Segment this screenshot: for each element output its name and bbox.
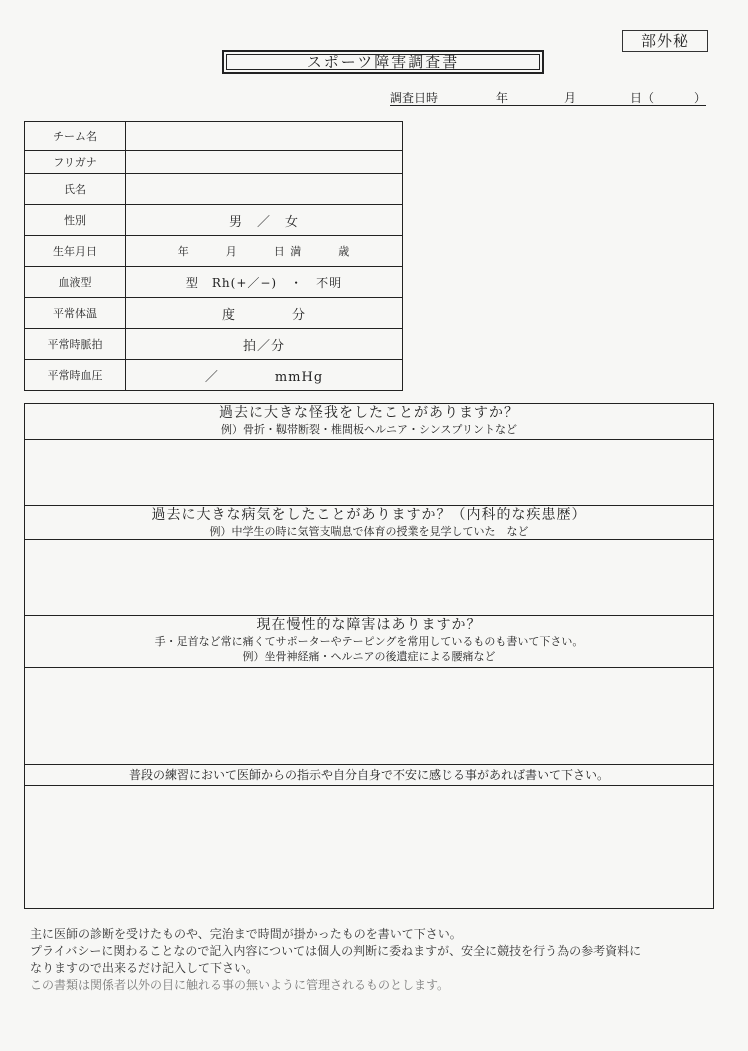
birth-label: 生年月日 (25, 236, 126, 267)
confidential-stamp: 部外秘 (622, 30, 708, 52)
gender-field[interactable]: 男 ／ 女 (126, 205, 403, 236)
blood-row (25, 267, 403, 298)
blood-field[interactable]: 型 Rh(+／−) ・ 不明 (126, 267, 403, 298)
illness-history-section (24, 505, 714, 616)
name-row (25, 174, 403, 205)
name-field[interactable] (126, 174, 403, 205)
practice-concerns-header (25, 765, 713, 786)
pulse-field[interactable]: 拍／分 (126, 329, 403, 360)
gender-row (25, 205, 403, 236)
practice-concerns-section (24, 764, 714, 909)
furigana-field[interactable] (126, 151, 403, 174)
note-line-4: この書類は関係者以外の目に触れる事の無いように管理されるものとします。 (30, 978, 450, 992)
profile-table (24, 121, 403, 391)
notes (30, 926, 720, 994)
team-row (25, 122, 403, 151)
chronic-condition-note: 手・足首など常に痛くてサポーターやテーピングを常用しているものも書いて下さい。 (154, 635, 584, 648)
note-line-2: プライバシーに関わることなので記入内容については個人の判断に委ねますが、安全に競技を行う為の参考資料に (30, 944, 642, 958)
date-close: ） (694, 91, 707, 105)
injury-history-answer[interactable] (25, 440, 713, 506)
chronic-condition-section (24, 615, 714, 765)
date-year: 年 (496, 91, 509, 105)
date-day: 日（ (630, 91, 655, 105)
furigana-row (25, 151, 403, 174)
note-line-1: 主に医師の診断を受けたものや、完治まで時間が掛かったものを書いて下さい。 (30, 927, 462, 941)
illness-history-answer[interactable] (25, 540, 713, 616)
team-field[interactable] (126, 122, 403, 151)
bp-field[interactable]: ／ mmHg (126, 360, 403, 391)
survey-date-line (390, 89, 706, 106)
pulse-label: 平常時脈拍 (25, 329, 126, 360)
temp-label: 平常体温 (25, 298, 126, 329)
date-month: 月 (564, 91, 577, 105)
injury-history-title: 過去に大きな怪我をしたことがありますか？ (219, 405, 519, 421)
chronic-condition-title: 現在慢性的な障害はありますか？ (256, 617, 482, 633)
injury-history-section (24, 403, 714, 506)
temp-field[interactable]: 度 分 (126, 298, 403, 329)
chronic-condition-answer[interactable] (25, 668, 713, 765)
name-label: 氏名 (25, 174, 126, 205)
bp-label: 平常時血圧 (25, 360, 126, 391)
injury-history-header (25, 404, 713, 440)
birth-row (25, 236, 403, 267)
practice-concerns-title: 普段の練習において医師からの指示や自分自身で不安に感じる事があれば書いて下さい。 (128, 768, 609, 782)
date-label: 調査日時 (390, 91, 439, 105)
furigana-label: フリガナ (25, 151, 126, 174)
pulse-row (25, 329, 403, 360)
illness-history-title: 過去に大きな病気をしたことがありますか？（内科的な疾患歴） (151, 507, 587, 523)
illness-history-example: 例）中学生の時に気管支喘息で体育の授業を見学していた など (209, 525, 529, 538)
note-line-3: なりますので出来るだけ記入して下さい。 (30, 961, 259, 975)
gender-label: 性別 (25, 205, 126, 236)
temp-row (25, 298, 403, 329)
chronic-condition-example: 例）坐骨神経痛・ヘルニアの後遺症による腰痛など (242, 650, 496, 663)
practice-concerns-answer[interactable] (25, 786, 713, 908)
form-title: スポーツ障害調査書 (222, 50, 544, 74)
bp-row (25, 360, 403, 391)
team-label: チーム名 (25, 122, 126, 151)
blood-label: 血液型 (25, 267, 126, 298)
illness-history-header (25, 506, 713, 540)
injury-history-example: 例）骨折・靱帯断裂・椎間板ヘルニア・シンスプリントなど (221, 423, 517, 436)
chronic-condition-header (25, 616, 713, 668)
birth-field[interactable]: 年 月 日 満 歳 (126, 236, 403, 267)
